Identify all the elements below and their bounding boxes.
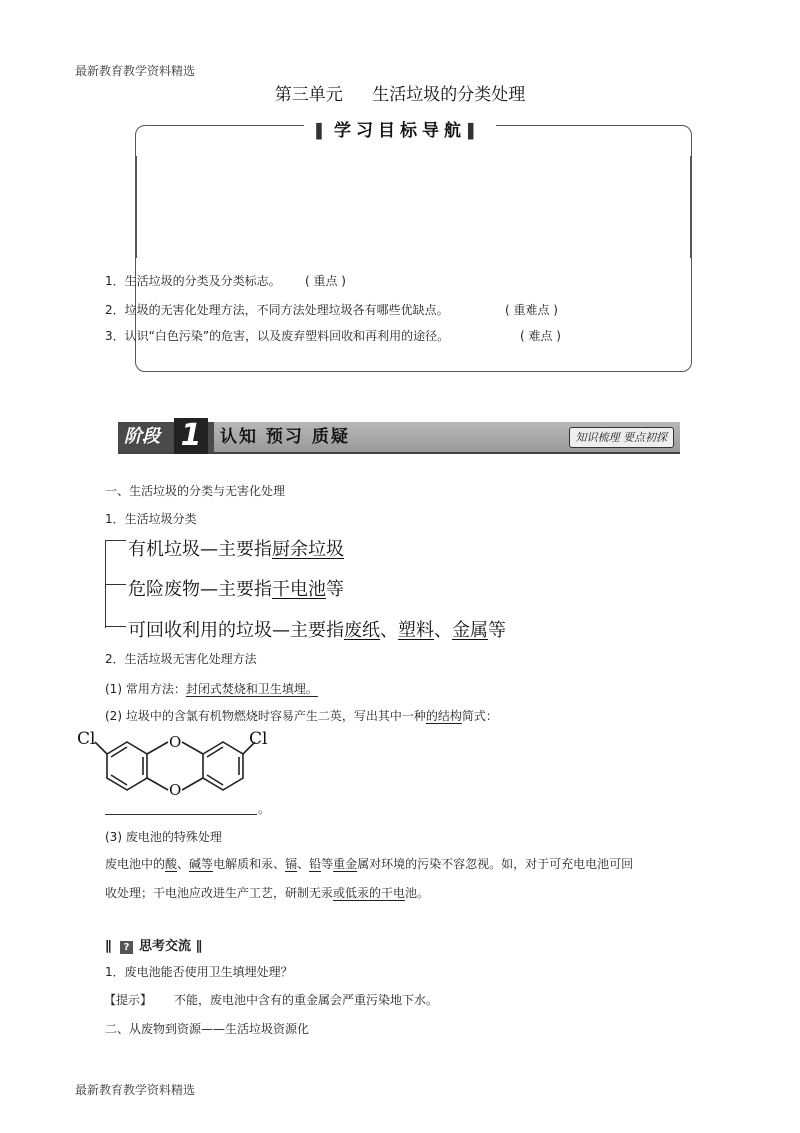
category-recyclable [128,616,506,642]
goal-text: 3．认识“白色污染”的危害，以及废弃塑料回收和再利用的途径。 [105,329,450,343]
oxygen-bottom: O [169,781,182,799]
think-hint [104,991,438,1008]
text-run: 、 [297,857,310,871]
method-answer: 的结构 [425,709,462,723]
category-text: 有机垃圾—主要指 [128,539,272,560]
category-answer: 厨余垃圾 [272,539,344,560]
battery-paragraph-line1 [105,855,633,872]
goal-tag: ( 难点 ) [520,329,561,343]
goal-item [105,327,561,344]
text-run: 、 [177,857,190,871]
dioxin-structure [75,728,275,818]
category-answer: 废纸 [344,620,380,641]
category-text: 、 [380,620,398,641]
think-exchange-heading [105,935,202,954]
method-answer: 封闭式焚烧和卫生填埋。 [185,682,318,696]
category-text: 、 [434,620,452,641]
chlorine-right: Cl [249,729,268,749]
method-label: (1) 常用方法： [105,682,186,696]
method-2 [105,707,498,724]
text-run: 等 [321,857,334,871]
answer-run: 重金 [333,857,358,871]
goal-tag: ( 重难点 ) [505,303,558,317]
goal-text: 2．垃圾的无害化处理方法，不同方法处理垃圾各有哪些优缺点。 [105,303,449,317]
method-label: (2) 垃圾中的含氯有机物燃烧时容易产生二英，写出其中一种 [105,709,426,723]
stage-label: 阶段 [118,422,214,452]
goal-item [105,272,346,289]
goals-heading-bar [0,116,800,141]
right-benzene-ring [203,742,243,790]
left-benzene-ring [107,742,147,790]
section1-heading: 一、生活垃圾的分类与无害化处理 [105,484,286,498]
category-text: 危险废物—主要指 [128,579,272,600]
chlorine-left: Cl [77,729,96,749]
section1-sub1: 1．生活垃圾分类 [105,512,197,526]
page-footer: 最新教育教学资料精选 [75,1083,196,1097]
goal-tag: ( 重点 ) [305,274,346,288]
unit-label: 第三单元 [274,85,343,105]
text-run: 废电池中的 [105,857,166,871]
stage-number: 1 [174,418,208,454]
category-answer: 金属 [452,620,488,641]
section2-heading: 二、从废物到资源——生活垃圾资源化 [105,1022,310,1036]
category-answer: 塑料 [398,620,434,641]
goals-heading: ▌ 学习目标导航 ▌ [304,116,496,141]
answer-run: 或低汞的干电 [333,886,406,900]
oxygen-bond [182,742,203,754]
page-title [0,80,800,105]
category-text: 可回收利用的垃圾—主要指 [128,620,344,641]
answer-line-end: 。 [258,802,271,816]
stage-tag: 知识梳理 要点初探 [569,427,675,448]
goal-text: 1．生活垃圾的分类及分类标志。 [105,274,281,288]
answer-run: 铅 [309,857,322,871]
brace-tick [106,584,126,585]
oxygen-bond [147,742,168,754]
text-run: 收处理；干电池应改进生产工艺，研制无汞 [105,886,334,900]
brace-tick [106,626,126,627]
hint-text: 不能，废电池中含有的重金属会严重污染地下水。 [174,993,439,1007]
oxygen-top: O [169,733,182,751]
think-question-1: 1．废电池能否使用卫生填埋处理？ [105,965,293,979]
goals-inner-frame [136,156,691,258]
category-text: 等 [488,620,506,641]
category-hazardous [128,575,344,601]
method-1 [105,680,336,697]
question-icon: ? [120,941,133,954]
answer-run: 镉 [285,857,298,871]
answer-run: 酸 [165,857,178,871]
think-label: 思考交流 [139,939,192,954]
stage-banner [118,418,680,453]
category-answer: 干电池 [272,579,326,600]
page-header: 最新教育教学资料精选 [75,64,196,78]
category-brace [105,540,126,628]
oxygen-bond [182,778,203,790]
section1-sub2: 2．生活垃圾无害化处理方法 [105,652,257,666]
text-run: 属对环境的污染不容忽视。如，对于可充电电池可回 [357,857,634,871]
battery-paragraph-line2 [105,884,429,901]
text-run: 电解质和汞、 [213,857,286,871]
method-label: 简式： [461,709,498,723]
unit-name: 生活垃圾的分类处理 [372,85,526,105]
category-organic [128,535,344,561]
chlorine-bond [95,742,107,754]
stage-title: 认知 预习 质疑 [220,427,350,447]
goal-item [105,301,558,318]
hint-label: 【提示】 [104,993,153,1007]
method-3: (3) 废电池的特殊处理 [105,830,222,844]
oxygen-bond [147,778,168,790]
brace-tick [106,540,126,541]
category-text: 等 [326,579,344,600]
text-run: 池。 [405,886,430,900]
answer-run: 碱等 [189,857,214,871]
answer-line [105,814,257,815]
